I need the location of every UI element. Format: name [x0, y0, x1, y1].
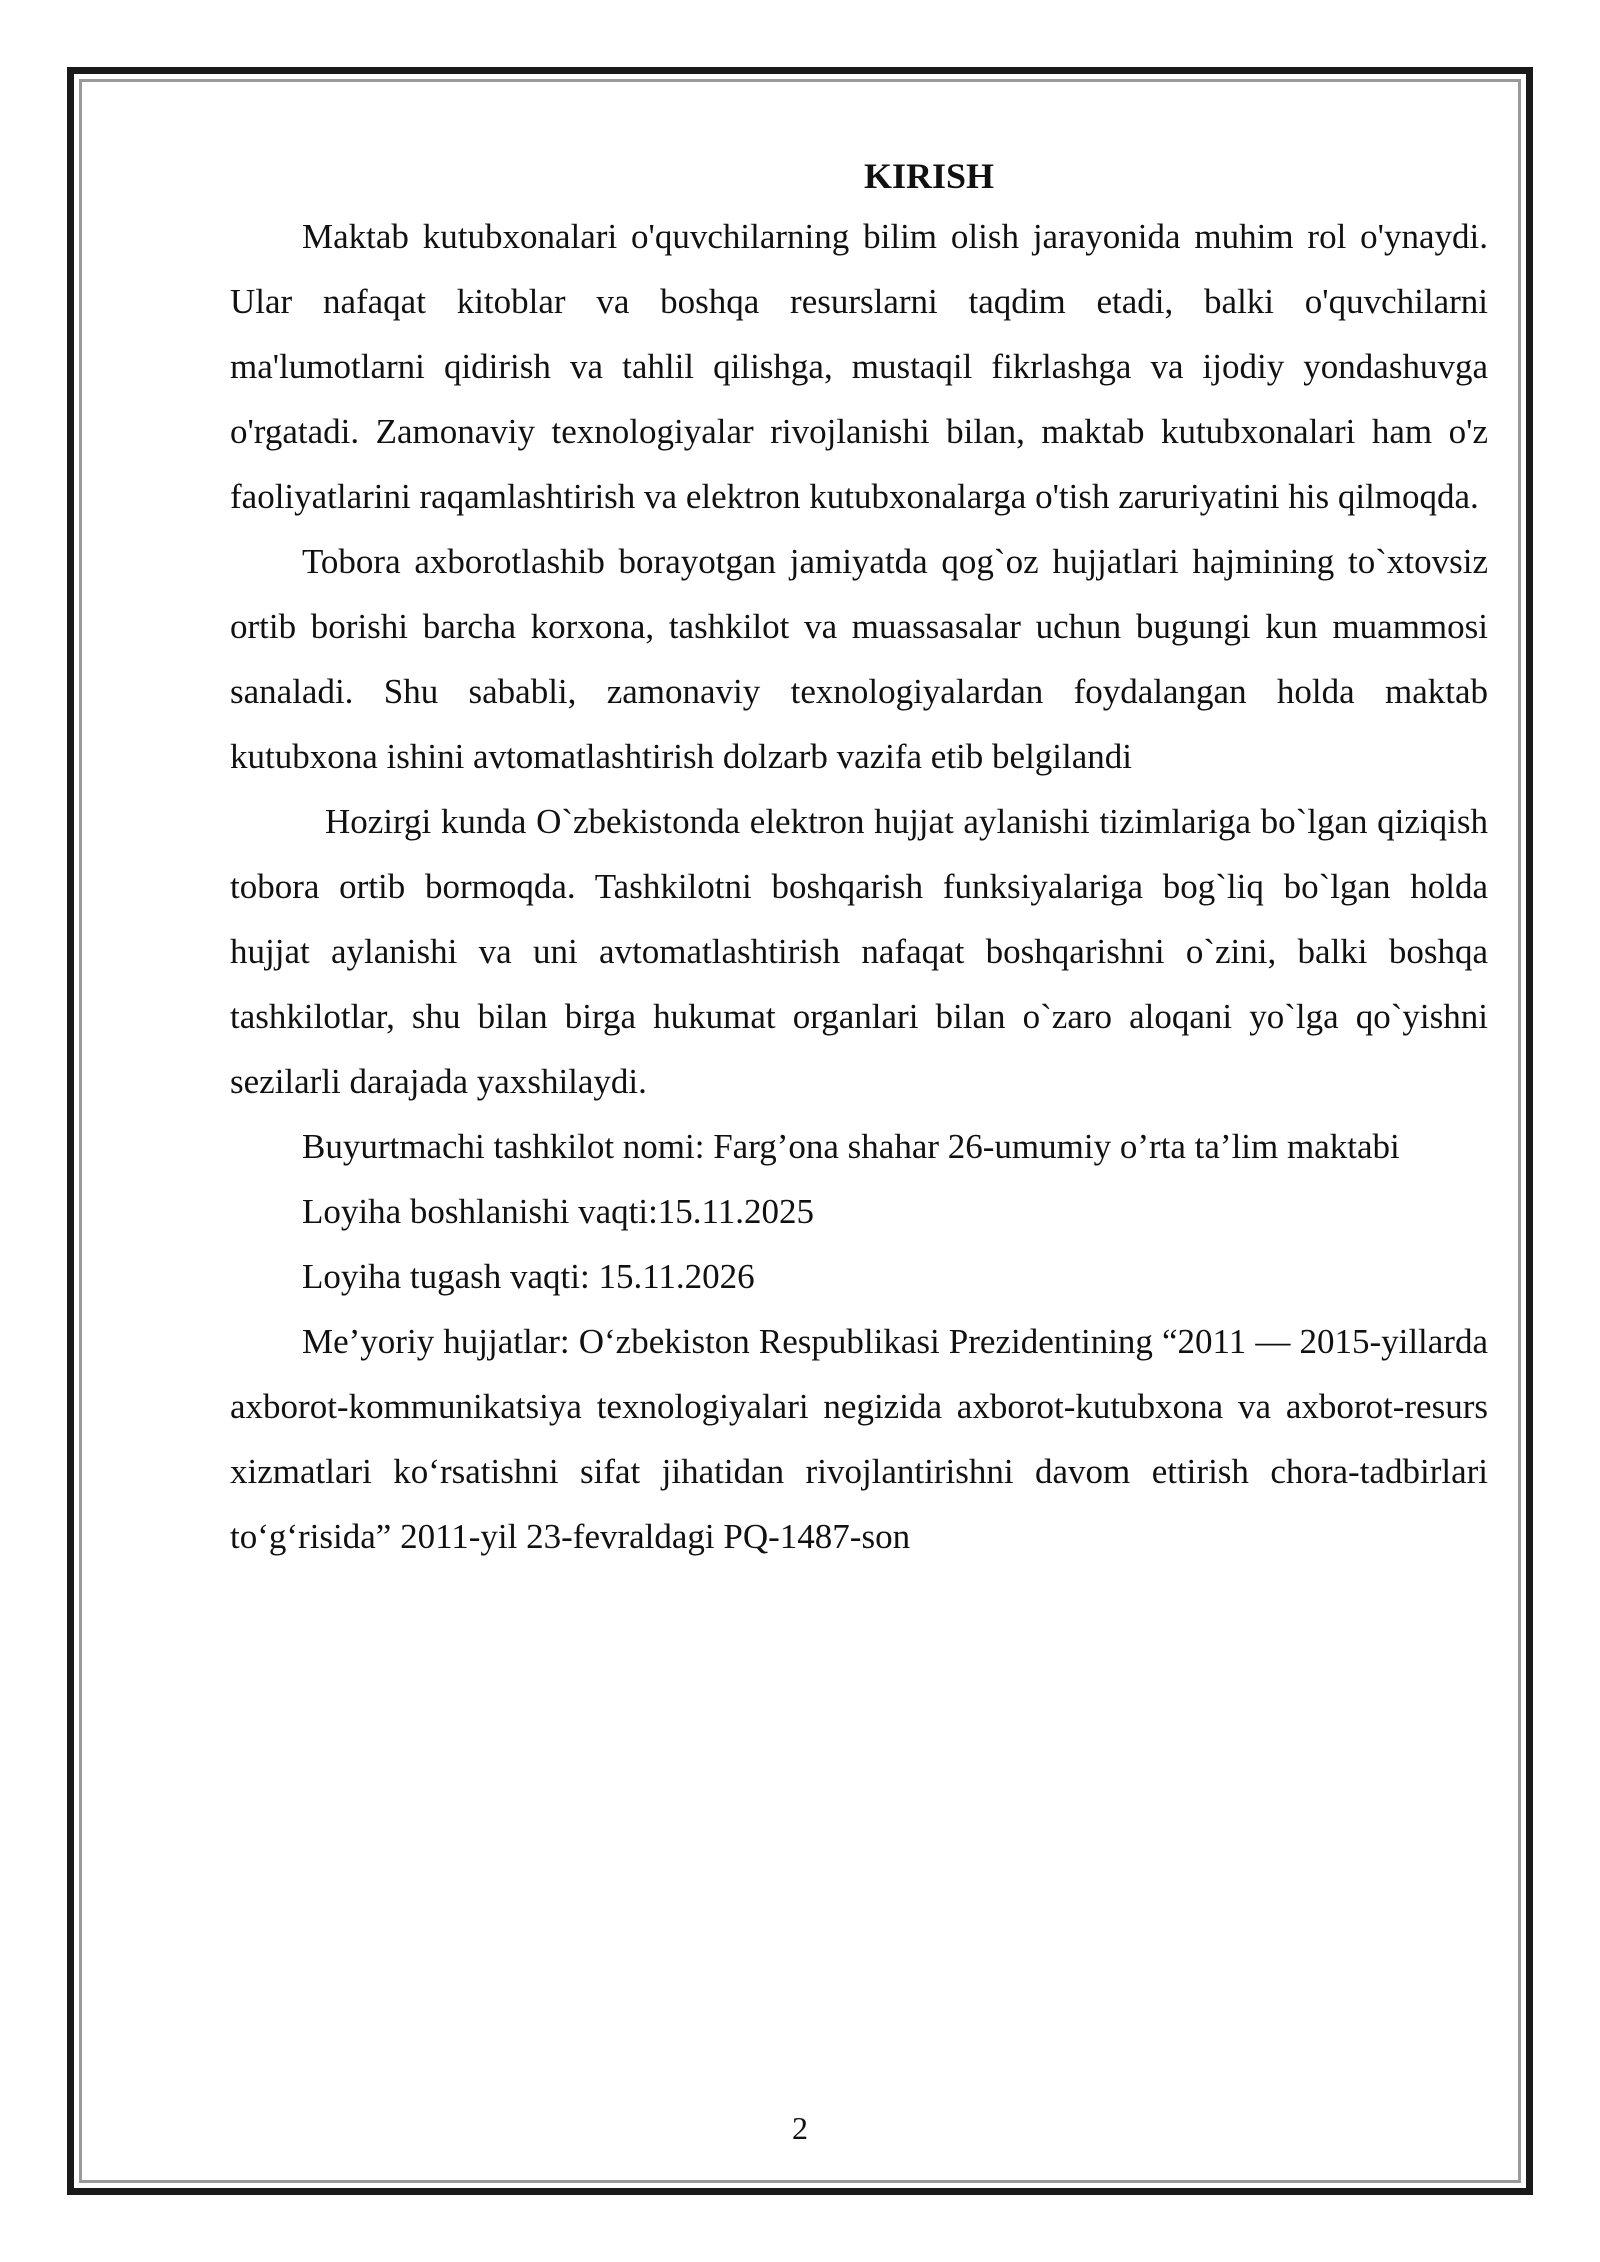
page-number: 2 [792, 2110, 808, 2146]
paragraph-regulations: Me’yoriy hujjatlar: O‘zbekiston Respublikasi Prezidentining “2011 — 2015-yillarda axborot-kommunikatsiya texnologiyalari negizida axborot-kutubxona va axborot-resurs xizmatlari ko‘rsatishni sifat jihatidan rivojlantirishni davom ettirish chora-tadbirlari to‘g‘risida” 2011-yil 23-fevraldagi PQ-1487-son [230, 1322, 1488, 1556]
project-start-line: Loyiha boshlanishi vaqti:15.11.2025 [302, 1192, 814, 1231]
document-body [230, 150, 1488, 1569]
customer-organization-line: Buyurtmachi tashkilot nomi: Farg’ona shahar 26-umumiy o’rta ta’lim maktabi [302, 1127, 1400, 1166]
paragraph-automation: Tobora axborotlashib borayotgan jamiyatda qog`oz hujjatlari hajmining to`xtovsiz ortib borishi barcha korxona, tashkilot va muassasalar uchun bugungi kun muammosi sanaladi. Shu sababli, zamonaviy texnologiyalardan foydalangan holda maktab kutubxona ishini avtomatlashtirish dolzarb vazifa etib belgilandi [230, 542, 1488, 776]
document-heading: KIRISH [863, 156, 995, 196]
paragraph-e-document: Hozirgi kunda O`zbekistonda elektron hujjat aylanishi tizimlariga bo`lgan qiziqish tobora ortib bormoqda. Tashkilotni boshqarish funksiyalariga bog`liq bo`lgan holda hujjat aylanishi va uni avtomatlashtirish nafaqat boshqarishni o`zini, balki boshqa tashkilotlar, shu bilan birga hukumat organlari bilan o`zaro aloqani yo`lga qo`yishni sezilarli darajada yaxshilaydi. [230, 802, 1488, 1101]
project-end-line: Loyiha tugash vaqti: 15.11.2026 [302, 1257, 755, 1296]
paragraph-intro: Maktab kutubxonalari o'quvchilarning bilim olish jarayonida muhim rol o'ynaydi. Ular nafaqat kitoblar va boshqa resurslarni taqdim etadi, balki o'quvchilarni ma'lumotlarni qidirish va tahlil qilishga, mustaqil fikrlashga va ijodiy yondashuvga o'rgatadi. Zamonaviy texnologiyalar rivojlanishi bilan, maktab kutubxonalari ham o'z faoliyatlarini raqamlashtirish va elektron kutubxonalarga o'tish zaruriyatini his qilmoqda. [230, 217, 1488, 516]
